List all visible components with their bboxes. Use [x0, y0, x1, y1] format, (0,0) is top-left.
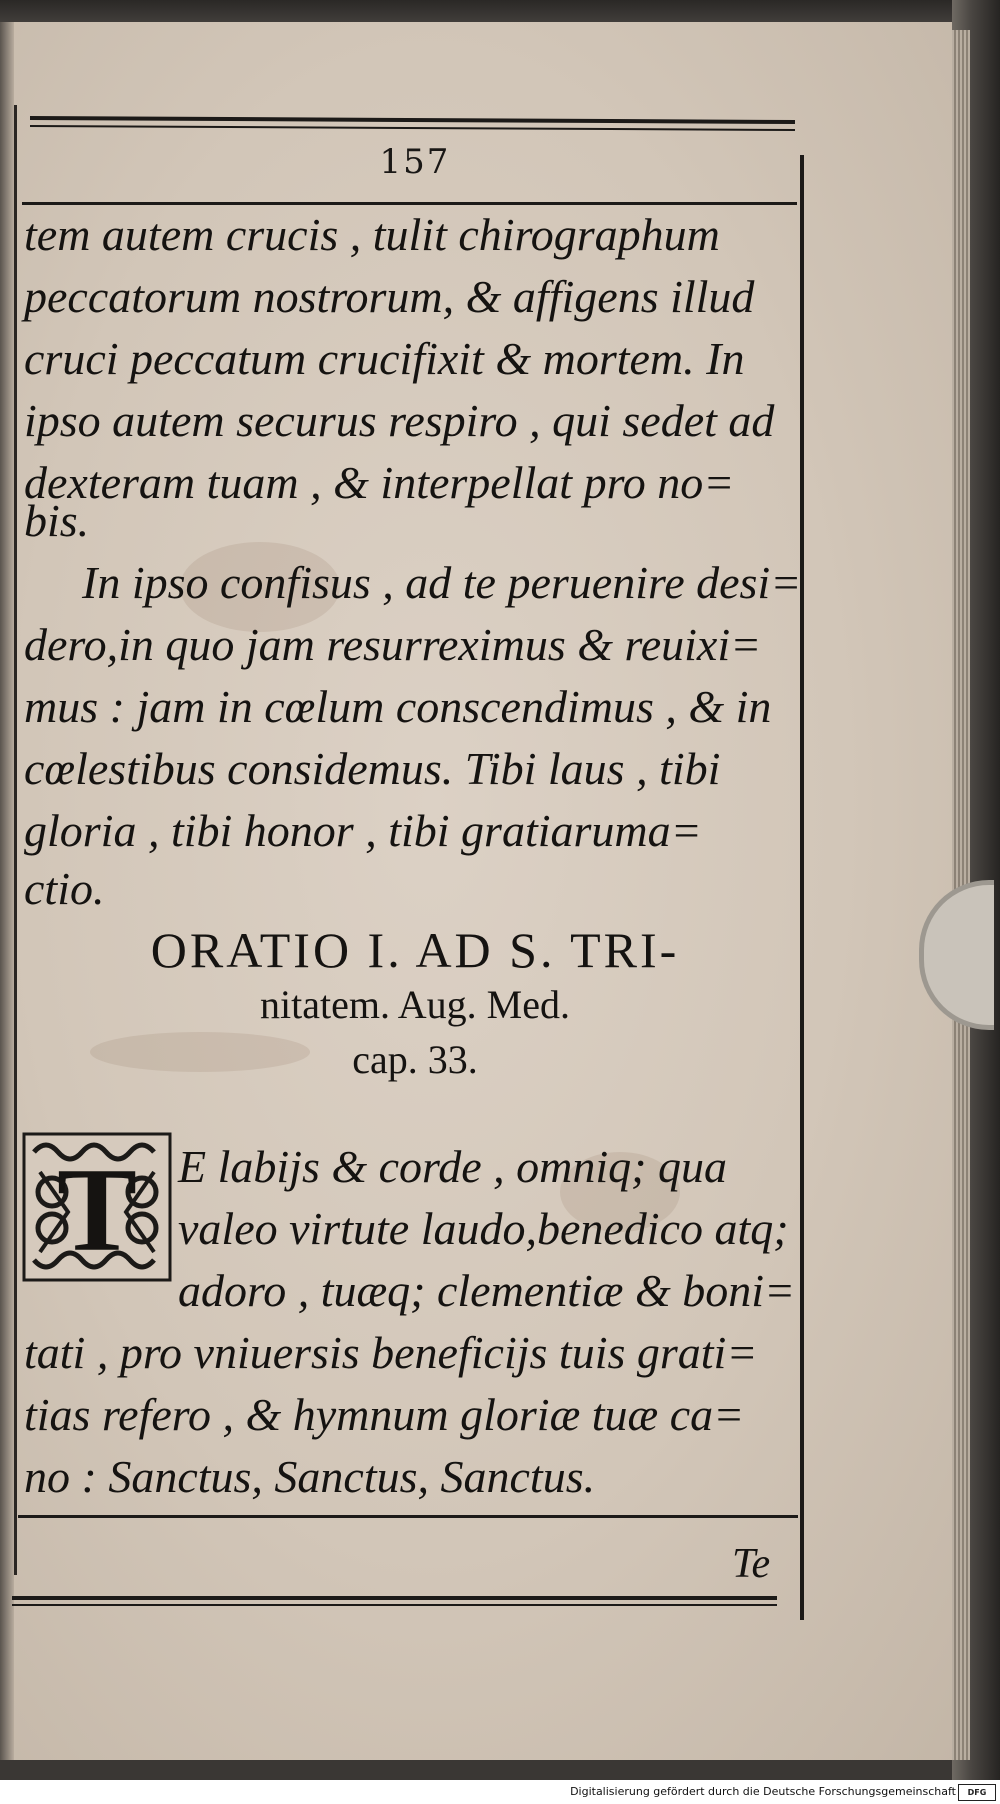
- body-line: mus : jam in cœlum conscendimus , & in: [24, 681, 772, 732]
- frame-bottom-rule: [12, 1596, 777, 1600]
- body-line: tem autem crucis , tulit chirographum: [24, 209, 720, 260]
- digitization-credit-text: Digitalisierung gefördert durch die Deutsche Forschungsgemeinschaft: [570, 1785, 956, 1798]
- prayer-line: valeo virtute laudo,benedico atq;: [178, 1203, 789, 1254]
- body-line: peccatorum nostrorum, & affigens illud: [24, 271, 755, 322]
- prayer-line: tias refero , & hymnum gloriæ tuæ ca=: [24, 1389, 745, 1440]
- catchword: Te: [732, 1541, 771, 1587]
- page-gutter: [0, 22, 14, 1760]
- ornamental-drop-cap-icon: [22, 1132, 172, 1282]
- prayer-heading-line: cap. 33.: [352, 1037, 478, 1082]
- dfg-logo-icon: DFG: [958, 1784, 996, 1801]
- body-line: bis.: [24, 495, 90, 546]
- body-line: ctio.: [24, 863, 105, 914]
- body-line: gloria , tibi honor , tibi gratiaruma=: [24, 805, 702, 856]
- prayer-line: tati , pro vniuersis beneficijs tuis grati=: [24, 1327, 758, 1378]
- body-line: In ipso confisus , ad te peruenire desi=: [82, 557, 802, 608]
- body-line: ipso autem securus respiro , qui sedet ad: [24, 395, 775, 446]
- prayer-heading-line: nitatem. Aug. Med.: [260, 982, 570, 1027]
- prayer-heading: ORATIO I. AD S. TRI-: [150, 922, 680, 978]
- prayer-line: no : Sanctus, Sanctus, Sanctus.: [24, 1451, 596, 1502]
- frame-bottom-rule-thin: [12, 1604, 777, 1606]
- body-line: dexteram tuam , & interpellat pro no=: [24, 457, 735, 508]
- header-rule: [22, 202, 797, 205]
- body-line: cruci peccatum crucifixit & mortem. In: [24, 333, 745, 384]
- prayer-line: E labijs & corde , omniq; qua: [178, 1141, 727, 1192]
- frame-left-rule: [14, 105, 17, 1575]
- frame-right-rule: [800, 155, 804, 1620]
- body-line: cœlestibus considemus. Tibi laus , tibi: [24, 743, 721, 794]
- prayer-line: adoro , tuæq; clementiæ & boni=: [178, 1265, 796, 1316]
- body-line: dero,in quo jam resurreximus & reuixi=: [24, 619, 762, 670]
- drop-cap-letter: T: [56, 1143, 138, 1276]
- footer-rule: [18, 1515, 798, 1518]
- digitization-credit-bar: [0, 1780, 1000, 1804]
- page-number: 157: [379, 142, 451, 182]
